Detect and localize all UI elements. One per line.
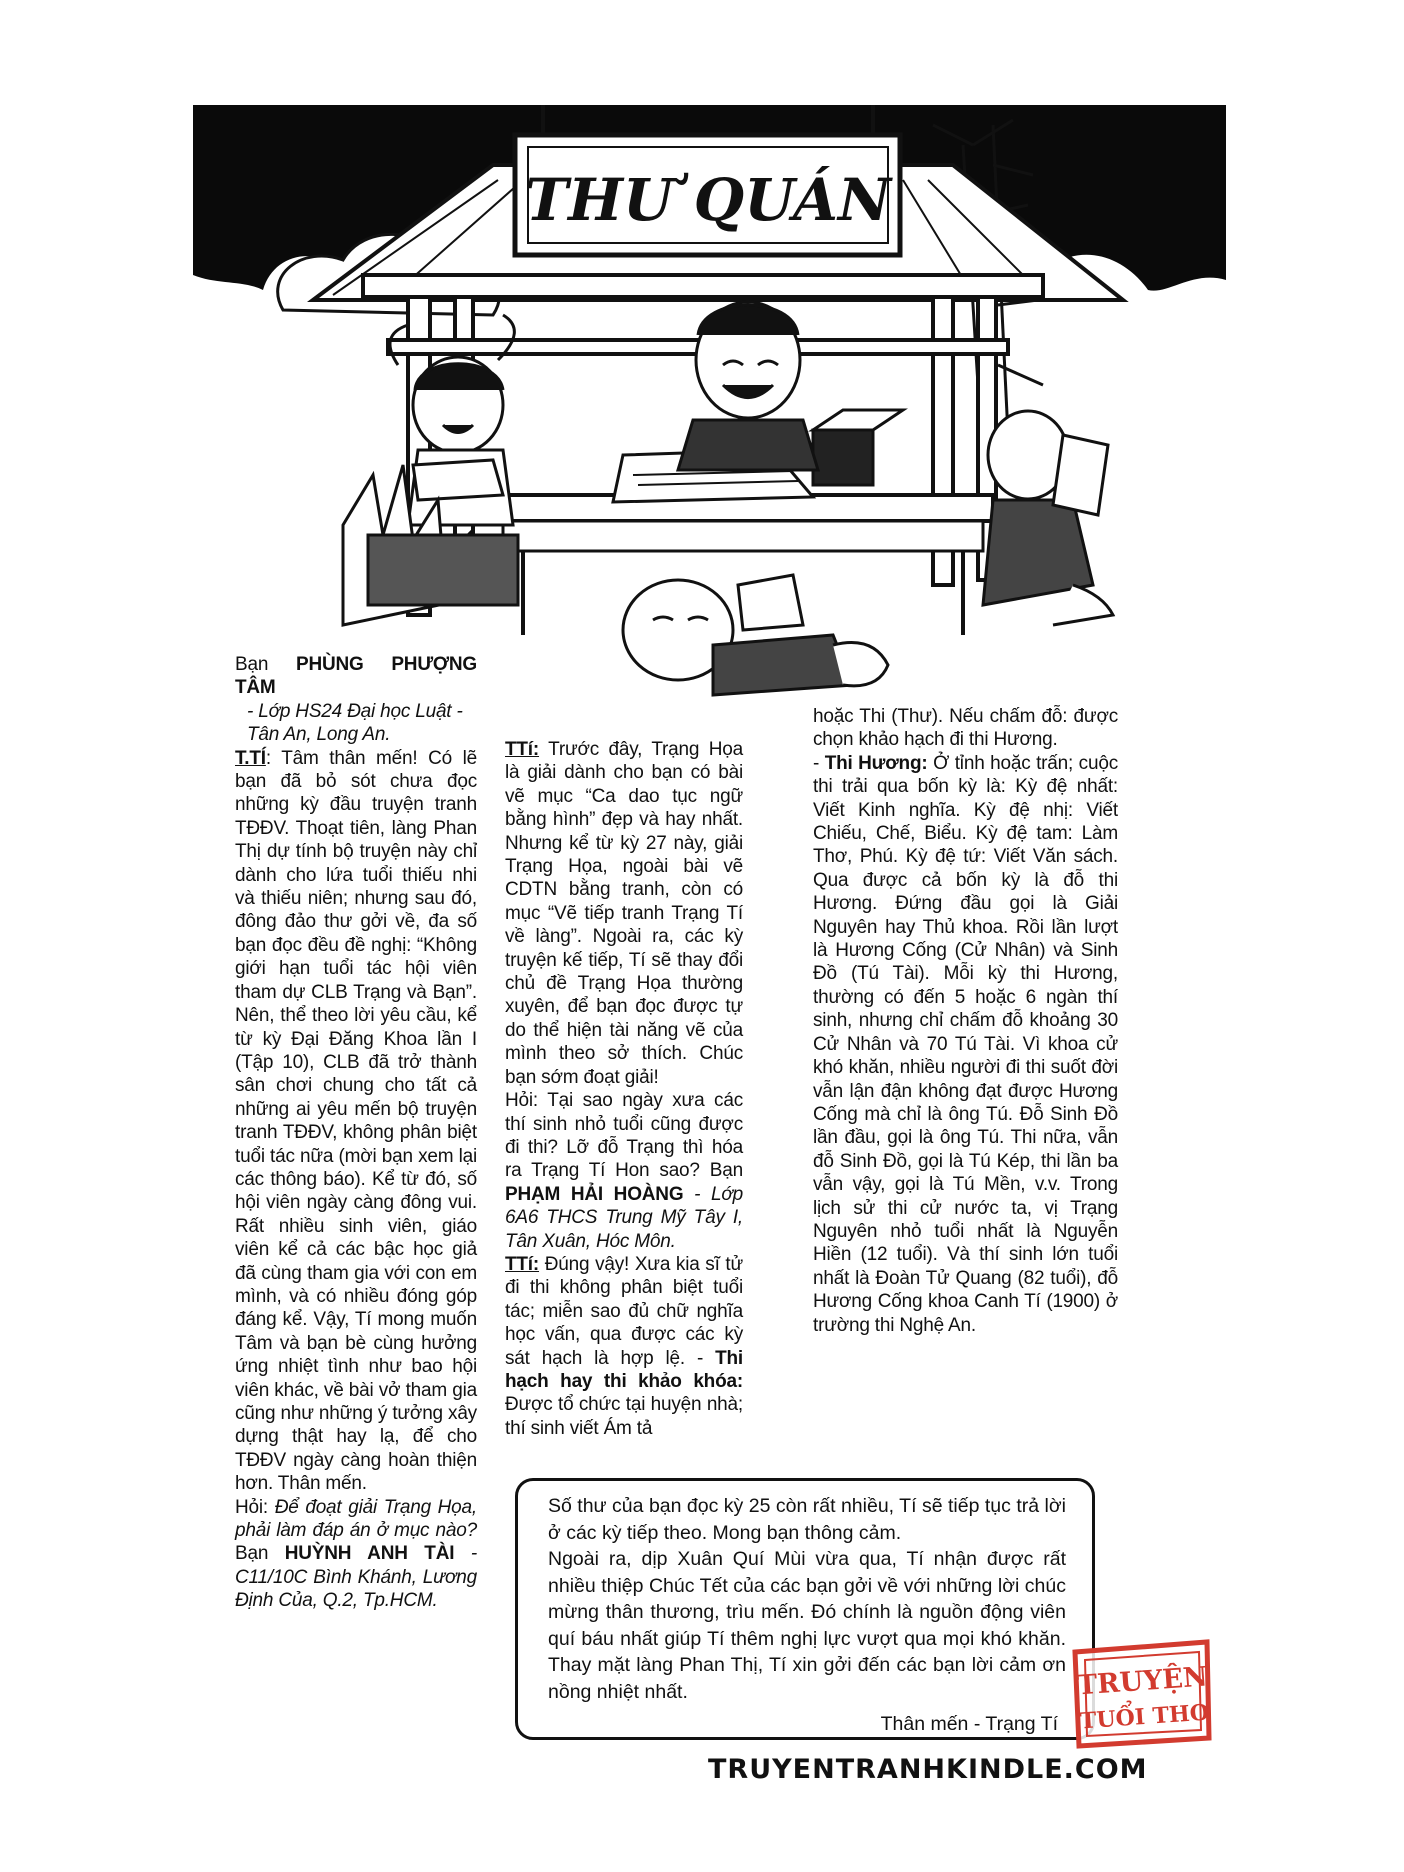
reader-name: PHÙNG PHƯỢNG TÂM xyxy=(235,654,477,699)
notice-paragraph-2: Ngoài ra, dịp Xuân Quí Mùi vừa qua, Tí nhận được rất nhiều thiệp Chúc Tết của các bạn gởi về với những lời chúc mừng thân thương, trìu mến. Đó chính là nguồn động viên quí báu nhất giúp Tí thêm nghị lực vượt qua mọi khó khăn. Thay mặt làng Phan Thị, Tí xin gởi đến các bạn lời cảm ơn nồng nhiệt nhất. xyxy=(548,1548,1066,1703)
asker-info: - C11/10C Bình Khánh, Lương Định Của, Q.2, Tp.HCM. xyxy=(235,1543,477,1612)
column-2 xyxy=(505,738,743,1440)
column-3-continued: hoặc Thi (Thư). Nếu chấm đỗ: được chọn khảo hạch đi thi Hương. xyxy=(813,706,1118,751)
asker-info: - Lớp 6A6 THCS Trung Mỹ Tây I, Tân Xuân, Hóc Môn. xyxy=(505,1183,743,1252)
notice-signature: Thân mến - Trạng Tí xyxy=(880,1713,1058,1735)
shop-sign-text: THƯ QUÁN xyxy=(524,166,892,234)
monk-right-icon xyxy=(983,411,1113,625)
asker-name: HUỲNH ANH TÀI xyxy=(284,1543,455,1565)
header-illustration xyxy=(193,105,1226,705)
reply-1: T.TÍ: Tâm thân mến! Có lẽ bạn đã bỏ sót chưa đọc những kỳ đầu truyện tranh TĐĐV. Thoạt tiên, làng Phan Thị dự tính bộ truyện này chỉ dành cho lứa tuổi thiếu nhi và thiếu niên; nhưng sau đó, đông đảo thư gởi về, đa số bạn đọc đều đề nghị: “Không giới hạn tuổi tác hội viên tham dự CLB Trạng và Bạn”. Nên, thể theo lời yêu cầu, kể từ kỳ Đại Đăng Khoa lần I (Tập 10), CLB đã trở thành sân chơi chung cho tất cả những ai yêu mến bộ truyện tranh TĐĐV, không phân biệt tuổi tác nữa (mời bạn xem lại các thông báo). Kể từ đó, số hội viên ngày càng đông vui. Rất nhiều sinh viên, giáo viên kể cả các bậc học giả đã cùng tham gia với con em mình, và có nhiều đóng góp đáng kể. Vậy, Tí mong muốn Tâm và bạn bè cùng hưởng ứng nhiệt tình như bao hội viên khác, về bài vở tham gia cũng như những ý tưởng xây dựng thật hay lạ, để cho TĐĐV ngày càng hoàn thiện hơn. Thân mến. xyxy=(235,747,477,1495)
svg-text:TUỔI THƠ: TUỔI THƠ xyxy=(1079,1699,1210,1735)
truyen-tuoi-tho-logo xyxy=(1067,1638,1213,1750)
question-text: Để đoạt giải Trạng Họa, phải làm đáp án ở mục nào? xyxy=(235,1496,477,1542)
question-2: Hỏi: Để đoạt giải Trạng Họa, phải làm đáp án ở mục nào? Bạn HUỲNH ANH TÀI - C11/10C Bình Khánh, Lương Định Của, Q.2, Tp.HCM. xyxy=(235,1496,477,1612)
reply-label: TTí: xyxy=(505,1253,540,1275)
letter-1-title: Bạn PHÙNG PHƯỢNG TÂM xyxy=(235,654,477,699)
thi-huong-paragraph: - Thi Hương: Ở tỉnh hoặc trấn; cuộc thi trải qua bốn kỳ là: Kỳ đệ nhất: Viết Kinh nghĩa. Kỳ đệ nhị: Viết Chiếu, Chế, Biểu. Kỳ đệ tam: Làm Thơ, Phú. Kỳ đệ tứ: Viết Văn sách. Qua được cả bốn kỳ là đỗ thi Hương. Đứng đầu gọi là Giải Nguyên hay Thủ khoa. Rồi lần lượt là Hương Cống (Cử Nhân) và Sinh Đồ (Tú Tài). Mỗi kỳ thi Hương, thường có đến 5 hoặc 6 ngàn thí sinh, nhưng chỉ chấm đỗ khoảng 30 Cử Nhân và 70 Tú Tài. Vì khoa cử khó khăn, nhiều người đi thi suốt đời vẫn lận đận không đạt được Hương Cống mà chỉ là ông Tú. Đỗ Sinh Đồ lần đầu, gọi là ông Tú. Thi nữa, vẫn đỗ Sinh Đồ, gọi là Tú Kép, thi lần ba vẫn vậy, gọi là Tú Mền, v.v. Trong lịch sử thi cử nước ta, vị Trạng Nguyên nhỏ tuổi nhất là Nguyễn Hiền (12 tuổi). Và thí sinh lớn tuổi nhất là Đoàn Tử Quang (82 tuổi), đỗ Hương Cống khoa Canh Tí (1900) ở trường thi Nghệ An. xyxy=(813,752,1119,1336)
reader-info: - Lớp HS24 Đại học Luật - Tân An, Long An. xyxy=(247,700,463,746)
notice-box xyxy=(515,1478,1095,1740)
reply-3: TTí: Đúng vậy! Xưa kia sĩ tử đi thi không phân biệt tuổi tác; miễn sao đủ chữ nghĩa học vấn, qua được các kỳ sát hạch là hợp lệ. - Thi hạch hay thi khảo khóa: Được tổ chức tại huyện nhà; thí sinh viết Ám tả xyxy=(505,1253,743,1439)
notice-paragraph-1: Số thư của bạn đọc kỳ 25 còn rất nhiều, Tí sẽ tiếp tục trả lời ở các kỳ tiếp theo. Mong bạn thông cảm. xyxy=(548,1495,1066,1544)
column-1 xyxy=(235,653,477,1613)
term-thi-huong: Thi Hương: xyxy=(824,752,928,774)
question-3: Hỏi: Tại sao ngày xưa các thí sinh nhỏ tuổi cũng được đi thi? Lỡ đỗ Trạng thì hóa ra Trạng Tí Hon sao? Bạn PHẠM HẢI HOÀNG - Lớp 6A6 THCS Trung Mỹ Tây I, Tân Xuân, Hóc Môn. xyxy=(505,1090,743,1252)
term-thi-hach: Thi hạch hay thi khảo khóa: xyxy=(505,1347,743,1392)
kid-lying-icon xyxy=(623,575,888,695)
boy-center-icon xyxy=(678,302,818,470)
website-watermark: TRUYENTRANHKINDLE.COM xyxy=(708,1754,1148,1785)
reply-label: T.TÍ xyxy=(235,747,266,769)
box-icon xyxy=(813,430,873,485)
reply-2: TTí: Trước đây, Trạng Họa là giải dành cho bạn có bài vẽ mục “Ca dao tục ngữ bằng hình” đẹp và hay nhất. Nhưng kể từ kỳ 27 này, giải Trạng Họa, ngoài bài vẽ CDTN bằng tranh, còn có mục “Vẽ tiếp tranh Trạng Tí về làng”. Ngoài ra, các kỳ truyện kế tiếp, Tí sẽ thay đổi chủ đề Trạng Họa thường xuyên, để bạn đọc được tự do thể hiện tài năng vẽ của mình theo sở thích. Chúc bạn sớm đoạt giải! xyxy=(505,739,743,1088)
svg-text:TRUYỆN: TRUYỆN xyxy=(1076,1661,1209,1702)
column-3 xyxy=(813,705,1118,1337)
reply-label: TTí: xyxy=(505,739,540,760)
asker-name: PHẠM HẢI HOÀNG xyxy=(505,1183,684,1205)
